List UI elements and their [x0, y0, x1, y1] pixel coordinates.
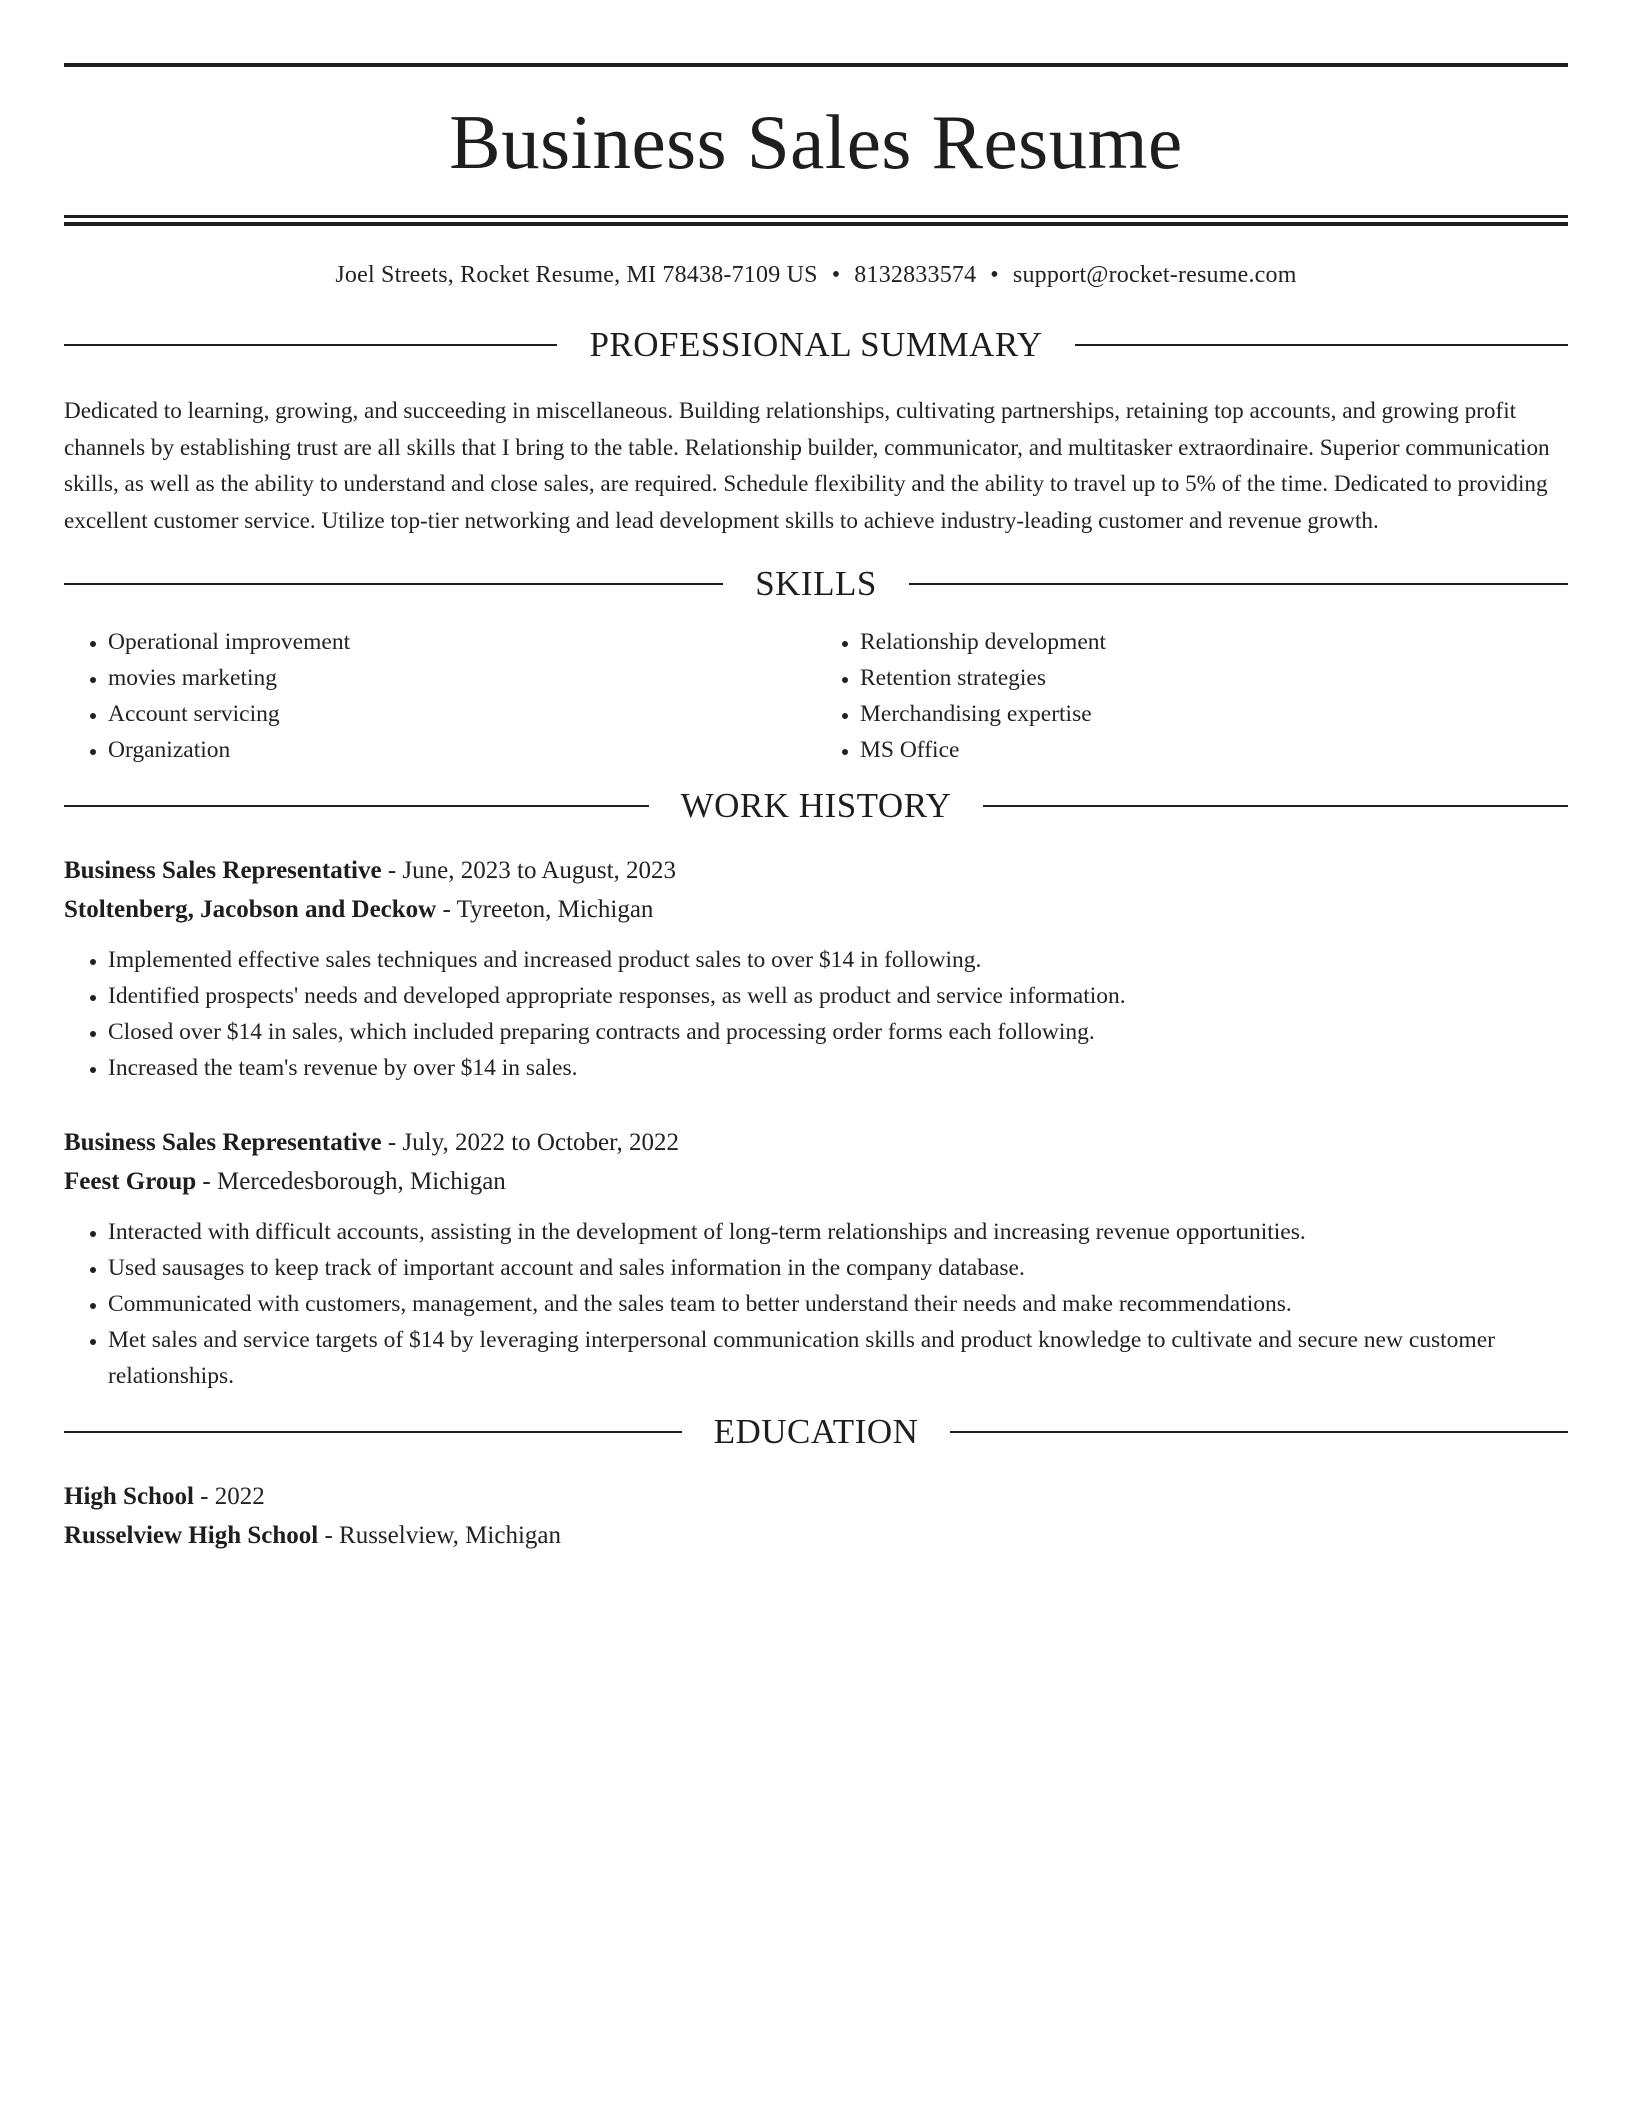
section-heading-education	[64, 1414, 1568, 1449]
education-entry	[64, 1477, 1568, 1555]
job-bullet: • Increased the team's revenue by over $14 in sales.	[108, 1050, 1568, 1086]
job-bullet: • Used sausages to keep track of important account and sales information in the company database.	[108, 1250, 1568, 1286]
job-company-line	[64, 890, 1568, 929]
heading-rule-right	[1075, 344, 1568, 346]
skill-item: • Relationship development	[860, 624, 1568, 660]
education-school-line	[64, 1516, 1568, 1555]
skill-item: • movies marketing	[108, 660, 816, 696]
skill-item: • MS Office	[860, 732, 1568, 768]
job-title-line	[64, 851, 1568, 890]
skills-column-right	[816, 624, 1568, 768]
contact-email: support@rocket-resume.com	[1012, 262, 1297, 288]
job-company-line	[64, 1162, 1568, 1201]
skills-column-left	[64, 624, 816, 768]
heading-rule-left	[64, 583, 723, 585]
section-title: PROFESSIONAL SUMMARY	[589, 325, 1043, 364]
section-title: WORK HISTORY	[680, 786, 952, 825]
resume-title: Business Sales Resume	[449, 99, 1183, 185]
job-bullets	[64, 1214, 1568, 1394]
job-entry	[64, 1123, 1568, 1394]
section-title: EDUCATION	[713, 1412, 919, 1451]
job-location: - Tyreeton, Michigan	[436, 896, 654, 923]
section-heading-work	[64, 788, 1568, 823]
section-title: SKILLS	[755, 564, 877, 603]
contact-line	[64, 262, 1568, 289]
skill-item: • Merchandising expertise	[860, 696, 1568, 732]
skill-item: • Retention strategies	[860, 660, 1568, 696]
contact-phone: 8132833574	[854, 262, 977, 288]
heading-rule-left	[64, 1431, 682, 1433]
education-school: Russelview High School	[64, 1522, 319, 1549]
skill-item: • Organization	[108, 732, 816, 768]
education-degree: High School	[64, 1483, 194, 1510]
job-bullet: • Interacted with difficult accounts, assisting in the development of long-term relationships and increasing revenue opportunities.	[108, 1214, 1568, 1250]
job-dates: - July, 2022 to October, 2022	[381, 1129, 679, 1156]
contact-address: Joel Streets, Rocket Resume, MI 78438-7109 US	[335, 262, 818, 288]
heading-rule-left	[64, 805, 649, 807]
skill-item: • Account servicing	[108, 696, 816, 732]
job-bullet: • Identified prospects' needs and developed appropriate responses, as well as product and service information.	[108, 978, 1568, 1014]
heading-rule-right	[983, 805, 1568, 807]
education-location: - Russelview, Michigan	[318, 1522, 561, 1549]
job-title: Business Sales Representative	[64, 857, 382, 884]
job-bullet: • Met sales and service targets of $14 by leveraging interpersonal communication skills and product knowledge to cultivate and secure new customer relationships.	[108, 1322, 1568, 1394]
job-title-line	[64, 1123, 1568, 1162]
contact-separator: •	[990, 262, 999, 288]
job-title: Business Sales Representative	[64, 1129, 382, 1156]
skill-item: • Operational improvement	[108, 624, 816, 660]
job-entry	[64, 851, 1568, 1086]
job-company: Stoltenberg, Jacobson and Deckow	[64, 896, 437, 923]
job-dates: - June, 2023 to August, 2023	[381, 857, 677, 884]
summary-text: Dedicated to learning, growing, and succeeding in miscellaneous. Building relationships, cultivating partnerships, retaining top accounts, and growing profit channels by establishing trust are all skills that I bring to the table. Relationship builder, communicator, and multitasker extraordinaire. Superior communication skills, as well as the ability to understand and close sales, are required. Schedule flexibility and the ability to travel up to 5% of the time. Dedicated to providing excellent customer service. Utilize top-tier networking and lead development skills to achieve industry-leading customer and revenue growth.	[64, 398, 1550, 534]
top-rule	[64, 63, 1568, 67]
heading-rule-right	[909, 583, 1568, 585]
job-location: - Mercedesborough, Michigan	[196, 1168, 506, 1195]
skills-list	[64, 624, 1568, 768]
job-bullet: • Closed over $14 in sales, which included preparing contracts and processing order forms each following.	[108, 1014, 1568, 1050]
contact-separator: •	[831, 262, 841, 288]
job-bullet: • Implemented effective sales techniques and increased product sales to over $14 in following.	[108, 942, 1568, 978]
education-year: - 2022	[193, 1483, 265, 1510]
job-bullet: • Communicated with customers, management, and the sales team to better understand their needs and make recommendations.	[108, 1286, 1568, 1322]
section-heading-skills	[64, 566, 1568, 601]
section-heading-summary	[64, 327, 1568, 362]
resume-page	[64, 63, 1568, 1555]
education-degree-line	[64, 1477, 1568, 1516]
title-double-rule	[64, 215, 1568, 218]
job-company: Feest Group	[64, 1168, 197, 1195]
job-bullets	[64, 942, 1568, 1086]
heading-rule-left	[64, 344, 557, 346]
heading-rule-right	[950, 1431, 1568, 1433]
